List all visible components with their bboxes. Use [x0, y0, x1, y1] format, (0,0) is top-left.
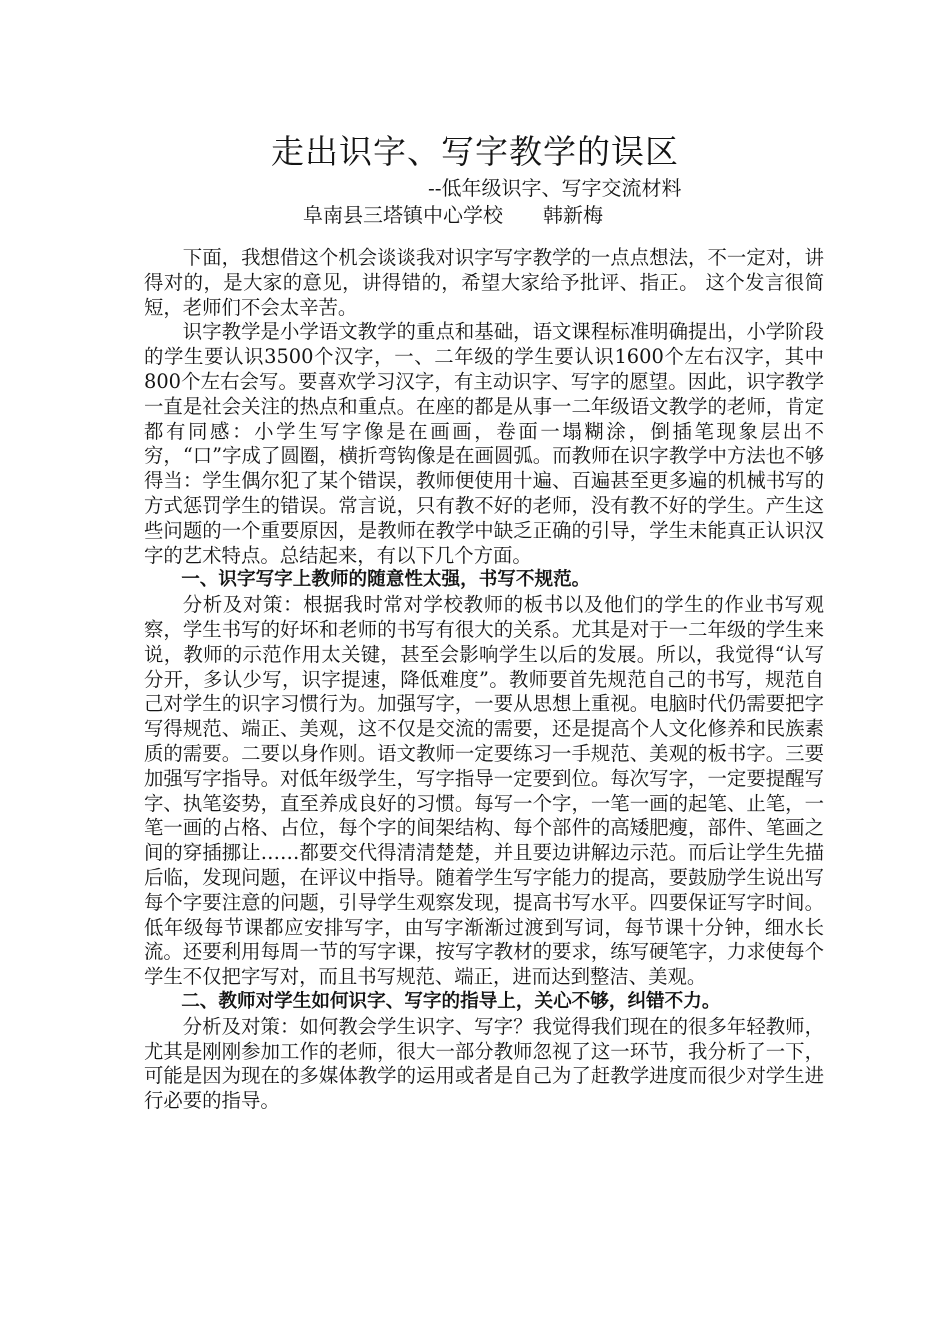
paragraph-analysis-1: 分析及对策：根据我时常对学校教师的板书以及他们的学生的作业书写观察，学生书写的好坏和老师的书写有很大的关系。尤其是对于一二年级的学生来说，教师的示范作用太关键，甚至会影响学生以后的发展。所以，我觉得“认写分开，多认少写，识字提速，降低难度”。教师要首先规范自己的书写，规范自己对学生的识字习惯行为。加强写字，一要从思想上重视。电脑时代仍需要把字写得规范、端正、美观，这不仅是交流的需要，还是提高个人文化修养和民族素质的需要。二要以身作则。语文教师一定要练习一手规范、美观的板书字。三要加强写字指导。对低年级学生，写字指导一定要到位。每次写字，一定要提醒写字、执笔姿势，直至养成良好的习惯。每写一个字，一笔一画的起笔、止笔，一笔一画的占格、占位，每个字的间架结构、每个部件的高矮肥瘦，部件、笔画之间的穿插挪让……都要交代得清清楚楚，并且要边讲解边示范。而后让学生先描后临，发现问题，在评议中指导。随着学生写字能力的提高，要鼓励学生说出写每个字要注意的问题，引导学生观察发现，提高书写水平。四要保证写字时间。低年级每节课都应安排写字，由写字渐渐过渡到写词，每节课十分钟，细水长流。还要利用每周一节的写字课，按写字教材的要求，练写硬笔字，力求使每个学生不仅把字写对，而且书写规范、端正，进而达到整洁、美观。	[144, 593, 824, 989]
document-body	[144, 246, 824, 1114]
paragraph-background: 识字教学是小学语文教学的重点和基础，语文课程标准明确提出，小学阶段的学生要认识3500个汉字，一、二年级的学生要认识1600个左右汉字，其中800个左右会写。要喜欢学习汉字，有主动识字、写字的愿望。因此，识字教学一直是社会关注的热点和重点。在座的都是从事一二年级语文教学的老师，肯定都有同感：小学生写字像是在画画，卷面一塌糊涂，倒插笔现象层出不穷，“口”字成了圆圈，横折弯钩像是在画圆弧。而教师在识字教学中方法也不够得当：学生偶尔犯了某个错误，教师便使用十遍、百遍甚至更多遍的机械书写的方式惩罚学生的错误。常言说，只有教不好的老师，没有教不好的学生。产生这些问题的一个重要原因，是教师在教学中缺乏正确的引导，学生未能真正认识汉字的艺术特点。总结起来，有以下几个方面。	[144, 320, 824, 567]
document-subtitle: --低年级识字、写字交流材料	[428, 176, 682, 200]
document-title: 走出识字、写字教学的误区	[271, 132, 679, 171]
author-line: 阜南县三塔镇中心学校 韩新梅	[303, 203, 603, 227]
paragraph-intro: 下面，我想借这个机会谈谈我对识字写字教学的一点点想法，不一定对，讲得对的，是大家的意见，讲得错的，希望大家给予批评、指正。 这个发言很简短，老师们不会太辛苦。	[144, 246, 824, 319]
section-heading-2: 二、教师对学生如何识字、写字的指导上，关心不够，纠错不力。	[181, 990, 721, 1012]
paragraph-analysis-2: 分析及对策：如何教会学生识字、写字？我觉得我们现在的很多年轻教师，尤其是刚刚参加工作的老师，很大一部分教师忽视了这一环节，我分析了一下，可能是因为现在的多媒体教学的运用或者是自己为了赶教学进度而很少对学生进行必要的指导。	[144, 1014, 824, 1113]
section-heading-1: 一、识字写字上教师的随意性太强，书写不规范。	[181, 569, 591, 591]
